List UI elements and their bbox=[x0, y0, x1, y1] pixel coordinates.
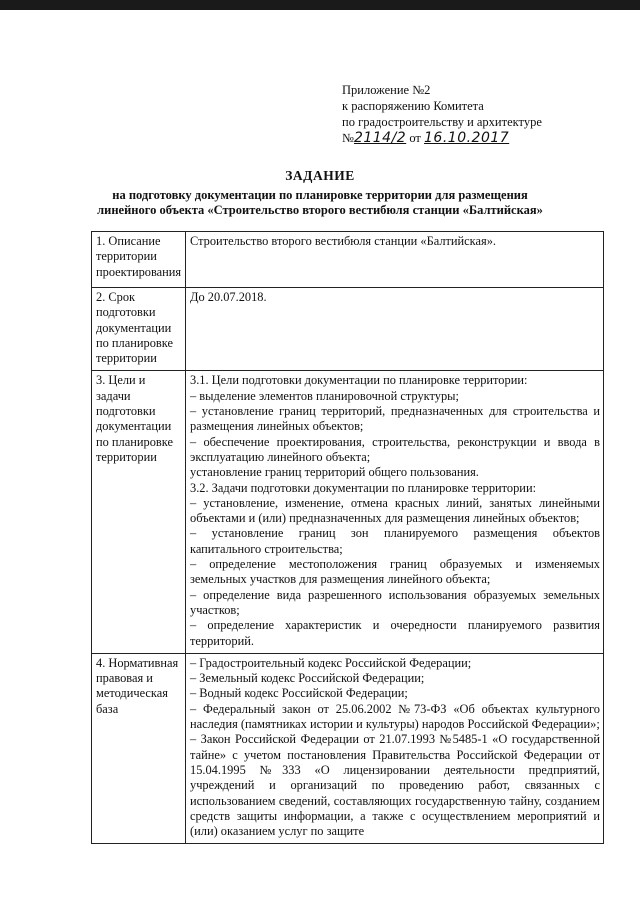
content-paragraph: – установление границ зон планируемого размещения объектов капитального строительства; bbox=[190, 526, 600, 556]
document-title: ЗАДАНИЕ bbox=[285, 168, 355, 183]
content-paragraph: – определение местоположения границ образуемых и изменяемых земельных участков для размещения линейного объекта; bbox=[190, 557, 600, 587]
row-content-cell bbox=[186, 232, 604, 288]
row-label-line: по планировке bbox=[96, 335, 173, 350]
row-label-line: методическая bbox=[96, 686, 168, 701]
annex-block bbox=[342, 82, 542, 146]
table-row bbox=[92, 232, 604, 288]
subtitle-line-1: на подготовку документации по планировке территории для размещения bbox=[112, 188, 528, 202]
row-label-line: подготовки bbox=[96, 404, 156, 419]
content-paragraph: – Водный кодекс Российской Федерации; bbox=[190, 686, 408, 701]
table-row bbox=[92, 653, 604, 844]
content-paragraph: До 20.07.2018. bbox=[190, 290, 267, 304]
row-label-line: территории bbox=[96, 351, 157, 366]
row-label-line: 3. Цели и задачи bbox=[96, 373, 146, 403]
content-paragraph: – Земельный кодекс Российской Федерации; bbox=[190, 671, 425, 686]
row-label-cell bbox=[92, 288, 186, 371]
content-paragraph: – Закон Российской Федерации от 21.07.1993 №5485-1 «О государственной тайне» с учетом постановления Правительства Российской Федерации от 15.04.1995 №333 «О лицензировании деятельности предприятий, учреждений и организаций по проведению работ, связанных с использованием сведений, составляющих государственную тайну, созданием средств защиты информации, а также с осуществлением мероприятий и (или) оказанием услуг по защите bbox=[190, 732, 600, 839]
row-label-cell bbox=[92, 232, 186, 288]
annex-number-date bbox=[342, 130, 542, 146]
content-paragraph: – Градостроительный кодекс Российской Федерации; bbox=[190, 655, 472, 670]
content-paragraph: – установление, изменение, отмена красных линий, занятых линейными объектами и (или) предназначенных для размещения линейных объектов; bbox=[190, 495, 600, 526]
row-label-line: подготовки bbox=[96, 305, 156, 320]
row-content-cell bbox=[186, 371, 604, 653]
row-label-line: правовая и bbox=[96, 671, 153, 686]
row-label-line: территории bbox=[96, 249, 157, 264]
row-label-line: по планировке bbox=[96, 434, 173, 449]
subtitle-line-2: линейного объекта «Строительство второго вестибюля станции «Балтийская» bbox=[97, 203, 543, 217]
content-paragraph: – определение вида разрешенного использования образуемых земельных участков; bbox=[190, 587, 600, 617]
row-label-line: 2. Срок bbox=[96, 290, 136, 304]
task-table bbox=[91, 231, 604, 844]
row-label-line: документации bbox=[96, 320, 172, 335]
row-label-line: 1. Описание bbox=[96, 234, 161, 248]
table-row bbox=[92, 371, 604, 653]
content-paragraph: – обеспечение проектирования, строительства, реконструкции и ввода в эксплуатацию линейного объекта; bbox=[190, 434, 600, 464]
content-paragraph: – выделение элементов планировочной структуры; bbox=[190, 388, 459, 403]
row-content-cell bbox=[186, 653, 604, 844]
annex-title: Приложение №2 bbox=[342, 83, 431, 97]
content-paragraph: 3.1. Цели подготовки документации по планировке территории: bbox=[190, 373, 528, 388]
content-paragraph: Строительство второго вестибюля станции «Балтийская». bbox=[190, 234, 497, 248]
content-paragraph: 3.2. Задачи подготовки документации по планировке территории: bbox=[190, 480, 537, 495]
row-label-cell bbox=[92, 371, 186, 653]
from-label: от bbox=[409, 131, 421, 145]
row-label-line: база bbox=[96, 701, 119, 716]
row-label-cell bbox=[92, 653, 186, 844]
annex-line-dept: по градостроительству и архитектуре bbox=[342, 115, 542, 129]
content-paragraph: установление границ территорий общего пользования. bbox=[190, 465, 479, 480]
row-label-line: документации bbox=[96, 419, 172, 434]
row-content-cell bbox=[186, 288, 604, 371]
number-prefix: № bbox=[342, 131, 354, 145]
content-paragraph: – установление границ территорий, предназначенных для строительства и размещения линейных объектов; bbox=[190, 404, 600, 434]
row-label-line: территории bbox=[96, 449, 157, 464]
document-heading bbox=[0, 168, 640, 218]
handwritten-number: 2114/2 bbox=[353, 130, 407, 146]
table-row bbox=[92, 288, 604, 371]
document-subtitle bbox=[0, 188, 640, 218]
handwritten-date: 16.10.2017 bbox=[424, 130, 510, 146]
annex-line-committee: к распоряжению Комитета bbox=[342, 99, 484, 113]
content-paragraph: – определение характеристик и очередности планируемого развития территорий. bbox=[190, 618, 600, 648]
row-label-line: 4. Нормативная bbox=[96, 655, 179, 670]
scan-top-border bbox=[0, 0, 640, 10]
row-label-line: проектирования bbox=[96, 264, 182, 279]
content-paragraph: – Федеральный закон от 25.06.2002 №73-ФЗ «Об объектах культурного наследия (памятниках истории и культуры) народов Российской Федерации»; bbox=[190, 701, 600, 732]
